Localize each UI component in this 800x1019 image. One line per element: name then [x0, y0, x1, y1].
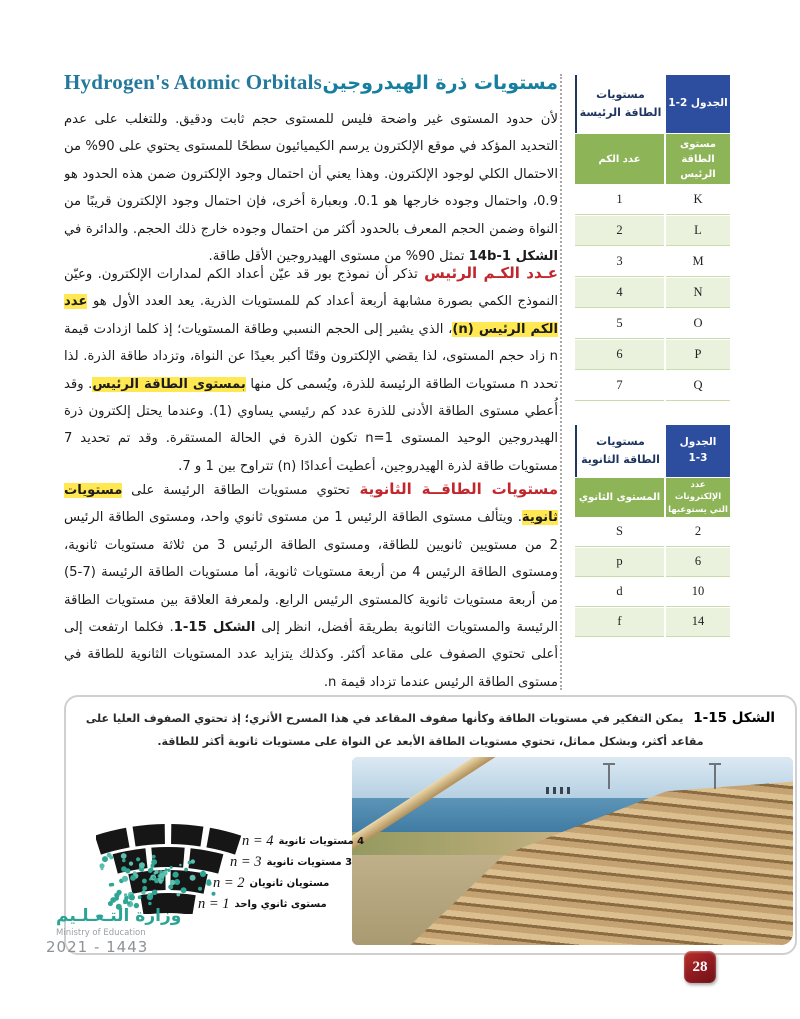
table-badge-line1: الجدول 2-1 — [668, 97, 728, 110]
cell-electron-count: 10 — [666, 578, 730, 607]
logo-dot — [154, 872, 157, 875]
logo-dot — [148, 893, 151, 896]
logo-dot — [170, 866, 173, 869]
table-1-3-badge — [666, 425, 730, 477]
table-row — [575, 278, 730, 308]
fan-label-n3 — [230, 854, 352, 871]
logo-dot — [151, 859, 157, 865]
logo-dot — [152, 855, 156, 859]
logo-dot — [138, 895, 142, 899]
logo-dot — [181, 887, 187, 893]
cell-quantum-number: 5 — [575, 309, 664, 339]
logo-dot — [139, 862, 145, 868]
n-value: n = 1 — [198, 896, 230, 912]
table-badge-line1: الجدول — [679, 436, 717, 449]
table-row — [575, 340, 730, 370]
table-row — [575, 371, 730, 401]
logo-dot — [99, 863, 104, 868]
fan-label-n4 — [242, 833, 364, 850]
column-divider — [560, 74, 562, 690]
logo-dot — [159, 873, 165, 879]
logo-dot — [122, 876, 128, 882]
logo-dot — [121, 853, 127, 859]
figure-label: الشكل 15-1 — [693, 710, 776, 726]
page-title-arabic: مستويات ذرة الهيدروجين — [322, 72, 558, 94]
logo-dot — [141, 890, 145, 894]
cell-electron-count: 2 — [666, 518, 730, 547]
n-value: n = 2 — [213, 875, 245, 891]
ministry-name-english: Ministry of Education — [56, 928, 146, 938]
paragraph-orbital-boundaries: لأن حدود المستوى غير واضحة فليس للمستوى حجم ثابت ودقيق. وللتغلب على عدم التحديد المؤكد في موقع الإلكترون يرسم الكيميائيون سطحًا للمستوى يحتوي على 90% من الاحتمال الكلي لوجود الإلكترون. وهذا يعني أن احتمال وجود الإلكترون ضمن هذه الحدود هو 0.9، واحتمال وجوده خارجها هو 0.1. وبعبارة أخرى، فإن احتمال وجود الإلكترون قريبًا من النواة وضمن الحجم المعرف بالحدود أكثر من احتمال وجوده خارج ذلك الحجم. والدائرة في الشكل 14b-1 تمثل 90% من مستوى الهيدروجين الأقل طاقة. — [64, 112, 558, 265]
cell-level-letter: P — [666, 340, 730, 370]
logo-dot — [177, 893, 181, 897]
logo-dot — [152, 876, 155, 879]
table-row — [575, 518, 730, 547]
amphitheater-photo — [352, 757, 793, 945]
column-header-electron-capacity: عدد الإلكترونات التي يستوعبها — [666, 478, 730, 517]
logo-dot — [165, 868, 168, 871]
logo-dot — [111, 883, 115, 887]
cell-level-letter: K — [666, 185, 730, 215]
cell-quantum-number: 6 — [575, 340, 664, 370]
table-row — [575, 247, 730, 277]
table-1-3-title: مستويات الطاقة الثانوية — [575, 425, 664, 477]
logo-dot — [114, 896, 119, 901]
logo-dot — [129, 894, 135, 900]
paragraph-energy-sublevels: مستويات الطاقــة الثانوية تحتوي مستويات الطاقة الرئيسة على مستويات ثانوية. ويتألف مستوى الطاقة الرئيس 1 من مستوى ثانوي واحد، ومستوى الطاقة الرئيس 2 من مستويين ثانويين للطاقة، ومستوى الطاقة الرئيس 3 من ثلاثة مستويات ثانوية، ومستوى الطاقة الرئيس 4 من أربعة مستويات ثانوية، أما مستويات الطاقة الرئيسة (7-5) من أربعة مستويات ثانوية كالمستوى الرئيس الرابع. ولمعرفة العلاقة بين مستويات الطاقة الرئيسة والمستويات الثانوية بطريقة أفضل، انظر إلى الشكل 15-1. فكلما ارتفعت إلى أعلى تحتوي الصفوف على مقاعد أكثر. وكذلك يتزايد عدد المستويات الثانوية للطاقة في مستوى الطاقة الرئيس عندما تزداد قيمة n. — [64, 480, 558, 690]
logo-dot — [124, 893, 127, 896]
table-row — [575, 309, 730, 339]
cell-sublevel-letter: S — [575, 518, 664, 547]
cell-level-letter: L — [666, 216, 730, 246]
figure-caption-text: يمكن التفكير في مستويات الطاقة وكأنها صفوف المقاعد في هذا المسرح الأثري؛ إذ تحتوي الصفوف العليا على مقاعد أكثر، وبشكل مماثل، تحتوي مستويات الطاقة الأبعد عن النواة على مستويات ثانوية أكثر للطاقة. — [85, 712, 704, 749]
table-row — [575, 216, 730, 246]
logo-dot — [179, 864, 181, 866]
cell-quantum-number: 4 — [575, 278, 664, 308]
logo-dot — [122, 859, 126, 863]
table-row — [575, 578, 730, 607]
sublevel-count-label: مستوى ثانوي واحد — [234, 899, 327, 910]
cell-sublevel-letter: p — [575, 548, 664, 577]
logo-dot — [170, 880, 175, 885]
cell-level-letter: M — [666, 247, 730, 277]
logo-dot — [121, 866, 127, 872]
logo-dot — [136, 857, 140, 861]
cell-electron-count: 6 — [666, 548, 730, 577]
cell-level-letter: N — [666, 278, 730, 308]
logo-dot — [173, 872, 179, 878]
logo-dot — [142, 879, 147, 884]
cell-sublevel-letter: d — [575, 578, 664, 607]
logo-dot — [102, 856, 108, 862]
cell-quantum-number: 3 — [575, 247, 664, 277]
cell-electron-count: 14 — [666, 608, 730, 637]
logo-dot — [191, 859, 195, 863]
logo-dot — [130, 875, 136, 881]
n-value: n = 3 — [230, 854, 262, 870]
logo-dot — [129, 862, 133, 866]
cell-quantum-number: 1 — [575, 185, 664, 215]
logo-dot — [148, 902, 151, 905]
table-principal-energy-levels — [573, 74, 732, 402]
figure-caption — [80, 705, 781, 753]
table-1-2-title: مستويات الطاقة الرئيسة — [575, 75, 664, 133]
logo-dot — [127, 902, 130, 905]
logo-dot — [123, 901, 126, 904]
cell-quantum-number: 7 — [575, 371, 664, 401]
cell-sublevel-letter: f — [575, 608, 664, 637]
light-pole-icon — [608, 763, 610, 789]
column-header-principal-level: مستوى الطاقة الرئيس — [666, 134, 730, 184]
light-pole-icon — [714, 763, 716, 789]
logo-dot — [190, 875, 196, 881]
sidebar-tables — [575, 74, 732, 638]
logo-dot — [198, 887, 202, 891]
logo-dot — [168, 885, 173, 890]
paragraph-principal-quantum-number: عـدد الكـم الرئيس تذكر أن نموذج بور قد عيّن أعداد الكم لمدارات الإلكترون. وعيّن النموذج الكمي بصورة مشابهة أربعة أعداد كم للمستويات الذرية. يعد العدد الأول هو عدد الكم الرئيس (n)، الذي يشير إلى الحجم النسبي وطاقة المستويات؛ إذ كلما ازدادت قيمة n زاد حجم المستوى، لذا يقضي الإلكترون وقتًا أكبر بعيدًا عن النواة، وتزداد طاقة الذرة. لذا تحدد n مستويات الطاقة الرئيسة للذرة، ويُسمى كل منها بمستوى الطاقة الرئيس. وقد أُعطي مستوى الطاقة الأدنى للذرة عدد كم رئيسي يساوي (1). وعندما يحتل إلكترون ذرة الهيدروجين الوحيد المستوى n=1 تكون الذرة في الحالة المستقرة. وقد تم تحديد 7 مستويات طاقة لذرة الهيدروجين، أعطيت أعدادًا (n) تتراوح بين 1 و 7. — [64, 264, 558, 474]
section-title-row — [64, 70, 558, 95]
fan-label-n2 — [213, 875, 329, 892]
logo-dot — [200, 871, 206, 877]
page-title-english: Hydrogen's Atomic Orbitals — [64, 70, 322, 94]
table-energy-sublevels — [573, 424, 732, 638]
logo-dot — [142, 886, 147, 891]
cell-level-letter: O — [666, 309, 730, 339]
page-number-badge: 28 — [684, 951, 716, 983]
edition-year: 2021 - 1443 — [46, 938, 149, 956]
column-header-quantum-number: عدد الكم — [575, 134, 664, 184]
table-row — [575, 548, 730, 577]
table-1-2-badge — [666, 75, 730, 133]
table-badge-line2: 1-3 — [688, 452, 708, 464]
fan-label-n1 — [198, 896, 327, 913]
logo-dot — [207, 879, 211, 883]
logo-dot — [184, 868, 188, 872]
sublevel-count-label: 4 مستويات ثانوية — [278, 836, 365, 847]
n-value: n = 4 — [242, 833, 274, 849]
sublevel-count-label: مستويان ثانويان — [249, 878, 330, 889]
logo-dot — [152, 890, 158, 896]
logo-dot — [149, 868, 153, 872]
table-row — [575, 185, 730, 215]
logo-dot — [167, 869, 170, 872]
ministry-of-education-logo — [56, 906, 181, 938]
table-row — [575, 608, 730, 637]
column-header-sublevel: المستوى الثانوي — [575, 478, 664, 517]
cell-level-letter: Q — [666, 371, 730, 401]
cell-quantum-number: 2 — [575, 216, 664, 246]
ministry-name-arabic: وزارة التـعـلـيم — [56, 906, 182, 926]
logo-dot — [107, 853, 112, 858]
main-column — [64, 70, 558, 95]
photo-people — [546, 787, 572, 794]
sublevel-count-label: 3 مستويات ثانوية — [266, 857, 353, 868]
